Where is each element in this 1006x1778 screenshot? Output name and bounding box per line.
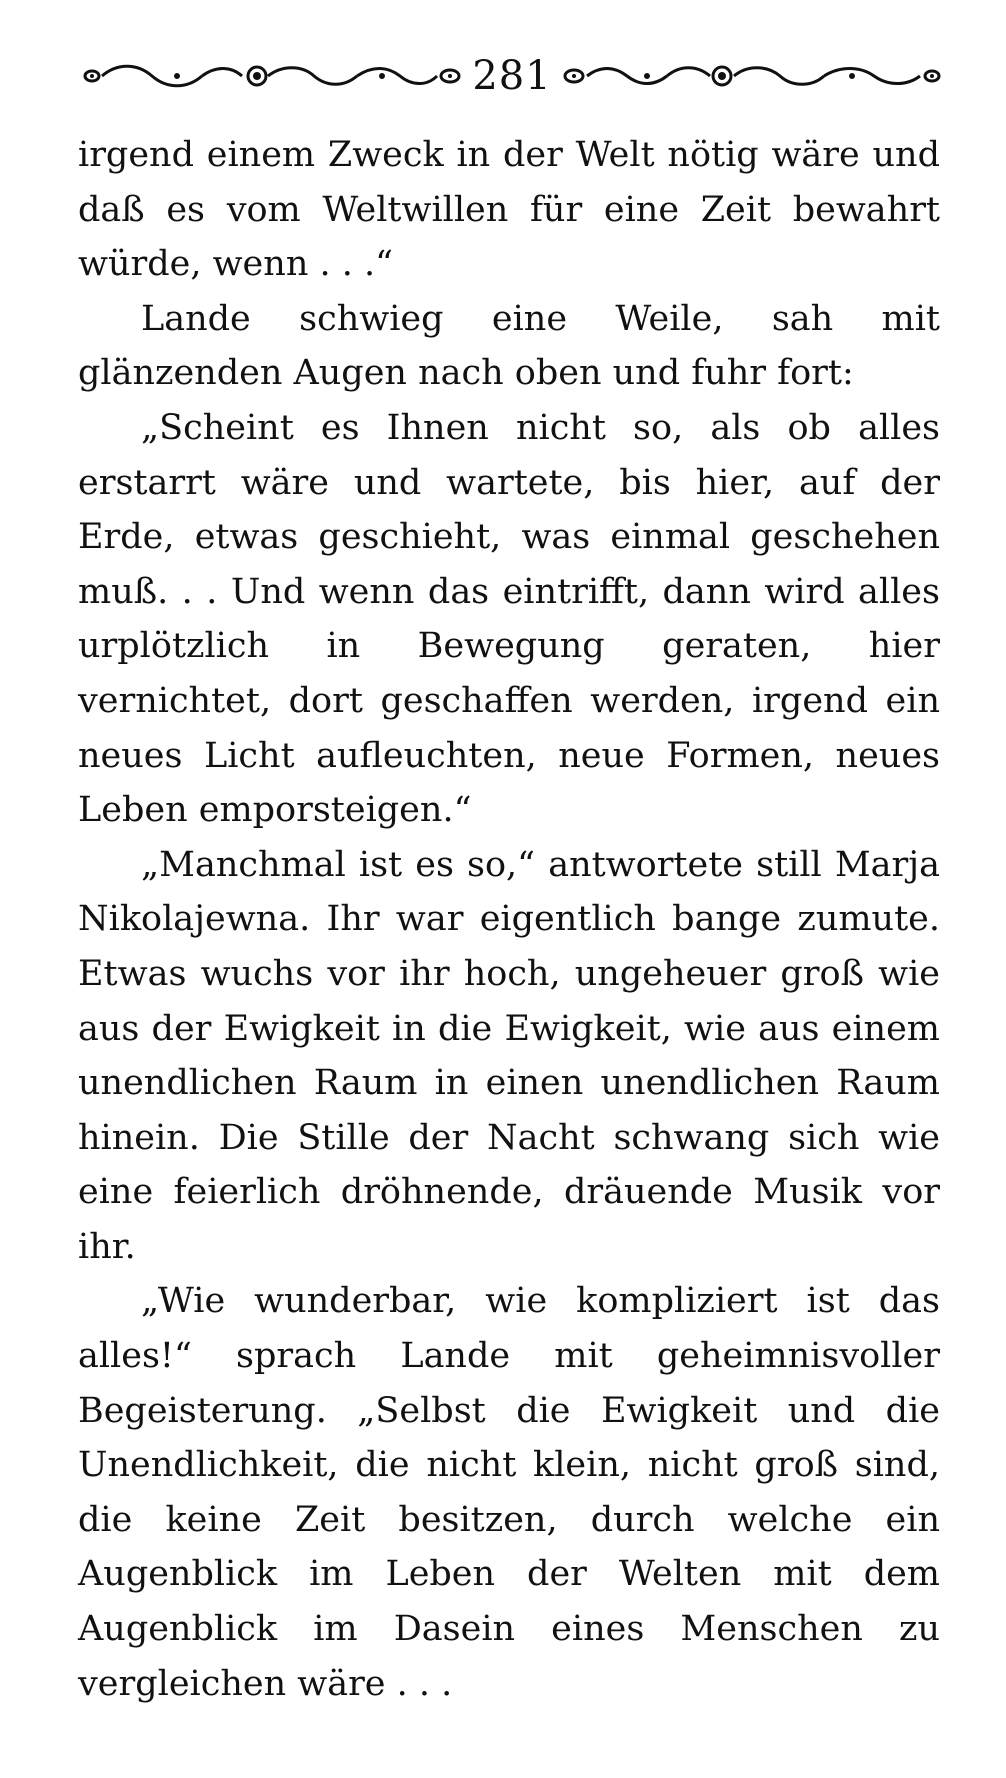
page-number: 281	[472, 53, 552, 99]
page-header	[82, 46, 942, 106]
paragraph-4: „Manchmal ist es so,“ antwortete still Marja Nikolajewna. Ihr war eigentlich bange zumute. Etwas wuchs vor ihr hoch, ungeheuer groß wie aus der Ewigkeit in die Ewigkeit, wie aus einem unendlichen Raum in einen unendlichen Raum hinein. Die Stille der Nacht schwang sich wie eine feierlich dröhnende, dräuende Musik vor ihr.	[78, 844, 940, 1267]
paragraph-1: irgend einem Zweck in der Welt nötig wäre und daß es vom Weltwillen für eine Zeit bewahrt würde, wenn . . .“	[78, 135, 940, 285]
left-ornament-icon	[82, 61, 462, 91]
body-text	[78, 128, 940, 1711]
paragraph-3: „Scheint es Ihnen nicht so, als ob alles erstarrt wäre und wartete, bis hier, auf der Erde, etwas geschieht, was einmal geschehen muß. . . Und wenn das eintrifft, dann wird alles urplötzlich in Bewegung geraten, hier vernichtet, dort geschaffen werden, irgend ein neues Licht aufleuchten, neue Formen, neues Leben emporsteigen.“	[78, 407, 940, 831]
right-ornament-icon	[562, 61, 942, 91]
paragraph-5: „Wie wunderbar, wie kompliziert ist das alles!“ sprach Lande mit geheimnisvoller Begeisterung. „Selbst die Ewigkeit und die Unendlichkeit, die nicht klein, nicht groß sind, die keine Zeit besitzen, durch welche ein Augenblick im Leben der Welten mit dem Augenblick im Dasein eines Menschen zu vergleichen wäre . . .	[78, 1281, 940, 1704]
paragraph-2: Lande schwieg eine Weile, sah mit glänzenden Augen nach oben und fuhr fort:	[78, 298, 940, 394]
